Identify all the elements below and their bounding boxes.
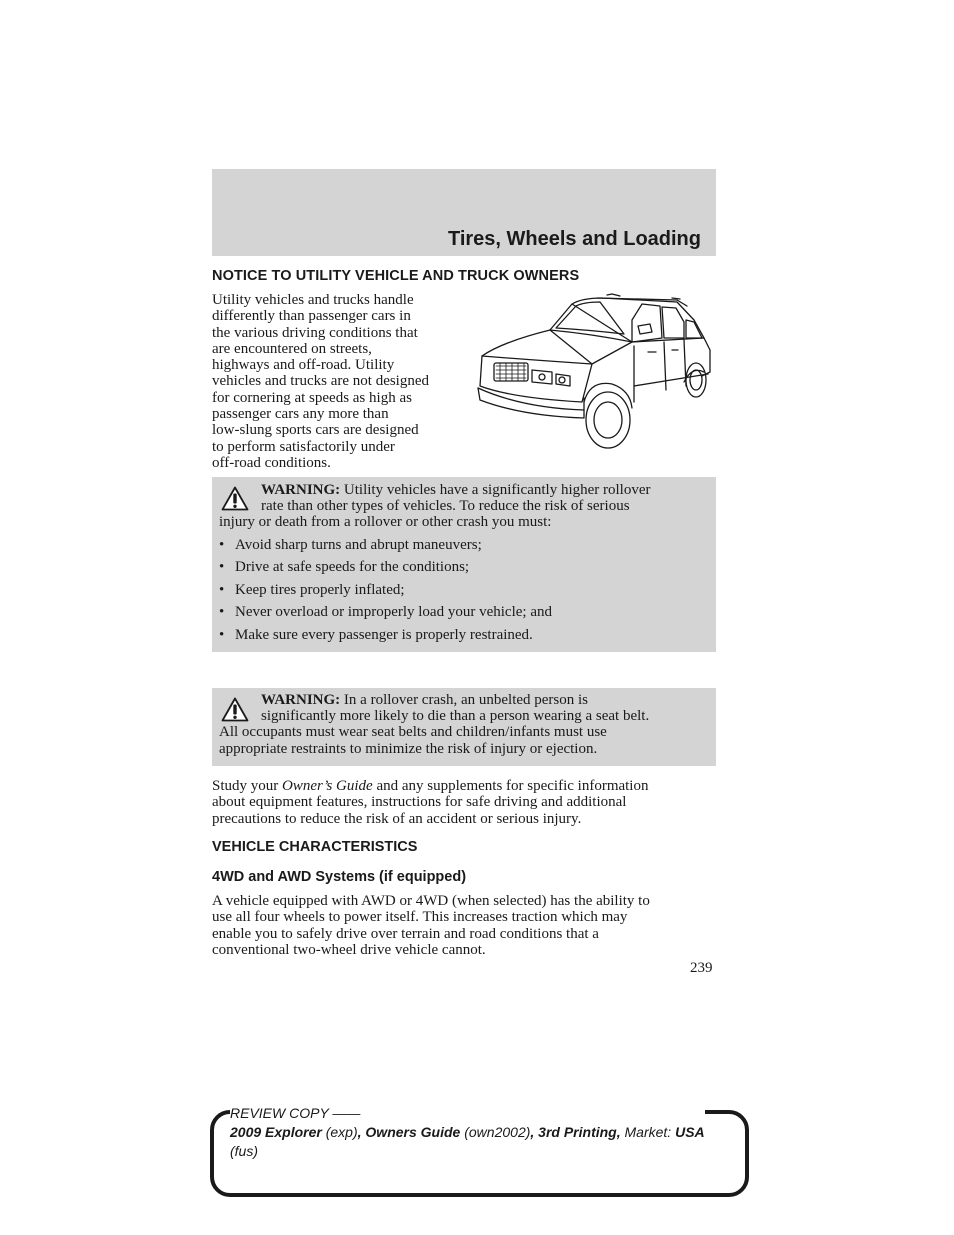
study-line: about equipment features, instructions for safe driving and additional xyxy=(212,794,627,811)
warning-bullet xyxy=(219,537,482,553)
warning-triangle-icon xyxy=(221,486,249,511)
awd-heading: 4WD and AWD Systems (if equipped) xyxy=(212,869,467,885)
bullet-text: Drive at safe speeds for the conditions; xyxy=(235,559,470,575)
awd-paragraph xyxy=(212,893,716,958)
section-header-band xyxy=(212,169,716,256)
bullet-dot: • xyxy=(219,537,225,553)
study-text: and any supplements for specific information xyxy=(372,778,649,794)
notice-line: the various driving conditions that xyxy=(212,324,418,341)
warning-triangle-icon xyxy=(221,697,249,722)
notice-line: for cornering at speeds as high as xyxy=(212,389,412,406)
owners-guide-title: Owner’s Guide xyxy=(282,778,373,794)
section-title: Tires, Wheels and Loading xyxy=(447,228,701,250)
warning-label: WARNING: xyxy=(261,692,341,708)
bullet-dot: • xyxy=(219,604,225,620)
warning-text-line xyxy=(261,482,651,498)
warning-text-line: All occupants must wear seat belts and children/infants must use xyxy=(219,724,607,740)
bullet-dot: • xyxy=(219,559,225,575)
bullet-text: Make sure every passenger is properly restrained. xyxy=(235,627,533,643)
vehicle-characteristics-heading: VEHICLE CHARACTERISTICS xyxy=(212,839,418,855)
suv-illustration xyxy=(472,290,718,450)
bullet-dot: • xyxy=(219,582,225,598)
footer-line xyxy=(230,1123,705,1142)
page-number: 239 xyxy=(690,960,713,976)
warning-text-line: significantly more likely to die than a person wearing a seat belt. xyxy=(261,708,650,724)
notice-heading: NOTICE TO UTILITY VEHICLE AND TRUCK OWNERS xyxy=(212,268,580,284)
footer-guide: , Owners Guide xyxy=(357,1124,461,1140)
bullet-text: Avoid sharp turns and abrupt maneuvers; xyxy=(235,537,482,553)
warning-text-line xyxy=(261,692,588,708)
awd-line: enable you to safely drive over terrain and road conditions that a xyxy=(212,925,599,942)
notice-line: are encountered on streets, xyxy=(212,340,372,357)
bullet-dot: • xyxy=(219,627,225,643)
notice-paragraph xyxy=(212,292,474,471)
footer-printing: , 3rd Printing, xyxy=(530,1124,621,1140)
warning-text-line: appropriate restraints to minimize the risk of injury or ejection. xyxy=(219,741,598,757)
warning-bullet xyxy=(219,559,469,575)
notice-line: vehicles and trucks are not designed xyxy=(212,373,430,390)
awd-line: A vehicle equipped with AWD or 4WD (when selected) has the ability to xyxy=(212,893,650,909)
review-copy-label: REVIEW COPY —— xyxy=(230,1104,705,1123)
awd-line: conventional two-wheel drive vehicle cannot. xyxy=(212,941,486,958)
footer-text xyxy=(230,1105,705,1161)
bullet-text: Never overload or improperly load your vehicle; and xyxy=(235,604,552,620)
study-line: precautions to reduce the risk of an accident or serious injury. xyxy=(212,810,582,827)
footer-market-label: Market: xyxy=(624,1124,672,1140)
study-line xyxy=(212,778,716,794)
footer-market-code: (fus) xyxy=(230,1143,258,1159)
warning-text: Utility vehicles have a significantly higher rollover xyxy=(343,482,651,498)
warning-label: WARNING: xyxy=(261,482,341,498)
notice-line: highways and off-road. Utility xyxy=(212,357,395,374)
warning-bullet xyxy=(219,604,552,620)
footer-market: USA xyxy=(675,1124,705,1140)
footer-line xyxy=(230,1142,705,1161)
awd-line: use all four wheels to power itself. This increases traction which may xyxy=(212,909,628,926)
warning-box-seatbelt xyxy=(212,688,716,766)
warning-text: In a rollover crash, an unbelted person is xyxy=(343,692,589,708)
footer-model-code: (exp) xyxy=(325,1124,358,1140)
notice-line: Utility vehicles and trucks handle xyxy=(212,292,414,308)
notice-line: passenger cars any more than xyxy=(212,406,389,423)
study-text: Study your xyxy=(212,778,283,794)
warning-bullet xyxy=(219,582,405,598)
bullet-text: Keep tires properly inflated; xyxy=(235,582,405,598)
footer-model: 2009 Explorer xyxy=(230,1124,322,1140)
footer-guide-code: (own2002) xyxy=(464,1124,531,1140)
warning-text-line: injury or death from a rollover or other crash you must: xyxy=(219,514,552,530)
warning-box-rollover xyxy=(212,477,716,652)
warning-text-line: rate than other types of vehicles. To reduce the risk of serious xyxy=(261,498,630,514)
notice-line: off-road conditions. xyxy=(212,454,331,471)
study-paragraph xyxy=(212,778,716,827)
notice-line: to perform satisfactorily under xyxy=(212,438,395,455)
notice-line: differently than passenger cars in xyxy=(212,308,411,325)
warning-bullet xyxy=(219,627,533,643)
notice-line: low-slung sports cars are designed xyxy=(212,422,419,439)
